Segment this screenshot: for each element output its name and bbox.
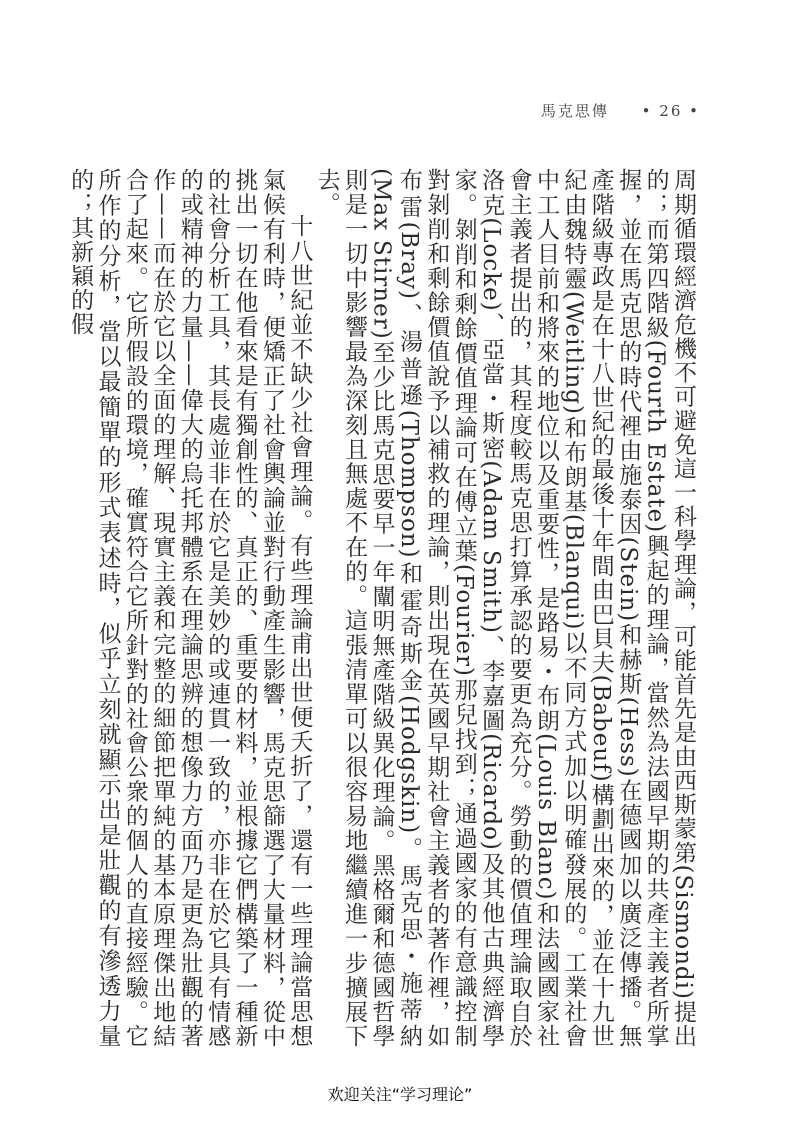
running-header	[541, 100, 700, 121]
footer-caption: 欢迎关注“学习理论”	[327, 1085, 473, 1104]
page-number: • 26 •	[641, 102, 700, 120]
paragraph: 周期循環經濟危機不可避免這一科學理論，可能首先是由西斯蒙第(Sismondi)提出的；而第四階級(Fourth Estate)興起的理論，當然為法國早期的共產主義者所掌握，並在馬克思的時代裡由施泰因(Stein)和赫斯(Hess)在德國加以廣泛傳播。無產階級專政是在十八世紀的最後十年間由巴貝夫(Babeuf)構劃出來的，並在十九世紀由魏特靈(Weitling)和布朗基(Blanqui)以不同方式加以明確發展的。工業社會中工人目前和將來的地位以及重要性，是路易・布朗(Louis Blanc)和法國國家社會主義者提出的，其程度較馬克思打算承認的要更為充分。勞動的價值理論取自於洛克(Locke)、亞當・斯密(Adam Smith)、李嘉圖(Ricardo)及其他古典經濟學家。剝削和剩餘價值理論可在傅立葉(Fourier)那兒找到；通過國家的有意識控制對剝削和剩餘價值說予以補救的理論，則出現在英國早期社會主義者的著作裡，如布雷(Bray)、湯普遜(Thompson)和霍奇斯金(Hodgskin)。馬克思・施蒂納(Max Stirner)至少比馬克思要早一年闡明無產階級異化理論。黑格爾和德國哲學則是一切中影響最為深刻且無處不在的。這張清單可以很容易地繼續進一步擴展下去。	[313, 168, 696, 1048]
book-title: 馬克思傳	[540, 102, 609, 120]
paragraph: 十八世紀並不缺少社會理論。有些理論甫出世便夭折了，還有一些理論當思想氣候有利時，便矯正了社會輿論並對行動產生影響，馬克思篩選了大量材料，從中挑出一切在他看來是有獨創性的、真正的、重要的材料，並根據它們構築了一種新的社會分析工具，其長處並非在於它是美妙的或連貫一致的，亦非在於它具有情感的或精神的力量——偉大的烏托邦體系在理論思辨的想像力方面乃是更為壯觀的著作——而在於它以全面的理解、現實主義和完整的細節把單純的基本原理傑出地結合了起來。它所假設的環境，確實符合它所針對的社會公衆的個人的直接經驗。它所作的分析，當以最簡單的形式表述時，似乎立刻就顯示出是壯觀的有滲透力量的；其新穎的假	[67, 168, 313, 1048]
vertical-body-text	[67, 168, 696, 1048]
